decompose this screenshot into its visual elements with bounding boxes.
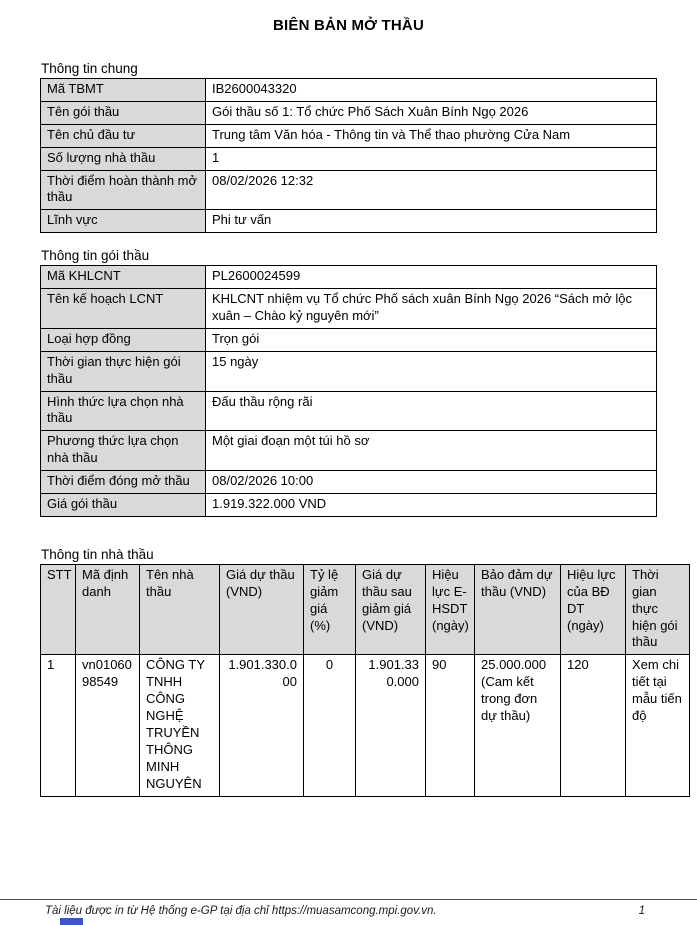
table-cell: 1.901.330.000: [356, 655, 426, 796]
row-label: Hình thức lựa chọn nhà thầu: [41, 391, 206, 431]
column-header: Thời gian thực hiện gói thầu: [626, 564, 690, 654]
table-cell: 1: [41, 655, 76, 796]
row-label: Phương thức lựa chọn nhà thầu: [41, 431, 206, 471]
table-row: [41, 210, 657, 233]
row-label: Giá gói thầu: [41, 494, 206, 517]
bottom-edge-artifact: [60, 918, 83, 925]
table-row: [41, 391, 657, 431]
table-row: [41, 101, 657, 124]
table-cell: vn0106098549: [76, 655, 140, 796]
column-header: Mã định danh: [76, 564, 140, 654]
row-value: 08/02/2026 12:32: [206, 170, 657, 210]
table-row: [41, 147, 657, 170]
row-label: Thời điểm hoàn thành mở thầu: [41, 170, 206, 210]
row-value: Trung tâm Văn hóa - Thông tin và Thể thao phường Cửa Nam: [206, 124, 657, 147]
row-value: Một giai đoạn một túi hồ sơ: [206, 431, 657, 471]
row-value: 1: [206, 147, 657, 170]
table-cell: 1.901.330.000: [220, 655, 304, 796]
column-header: Tên nhà thầu: [140, 564, 220, 654]
document-body: [0, 61, 697, 797]
section-heading-contractors: Thông tin nhà thầu: [41, 546, 154, 562]
table-cell: 0: [304, 655, 356, 796]
table-row: [41, 471, 657, 494]
column-header: Hiệu lực E-HSDT (ngày): [426, 564, 475, 654]
table-cell: 90: [426, 655, 475, 796]
row-label: Mã TBMT: [41, 79, 206, 102]
table-row: [41, 266, 657, 289]
table-row: [41, 328, 657, 351]
row-label: Thời điểm đóng mở thầu: [41, 471, 206, 494]
table-cell: Xem chi tiết tại mẫu tiến độ: [626, 655, 690, 796]
contractors-table: [40, 564, 690, 797]
row-value: 1.919.322.000 VND: [206, 494, 657, 517]
header-row: [41, 564, 690, 654]
row-label: Loại hợp đồng: [41, 328, 206, 351]
row-label: Số lượng nhà thầu: [41, 147, 206, 170]
column-header: Hiệu lực của BĐ DT (ngày): [561, 564, 626, 654]
row-label: Tên kế hoạch LCNT: [41, 289, 206, 329]
table-row: [41, 170, 657, 210]
row-label: Mã KHLCNT: [41, 266, 206, 289]
table-row: [41, 79, 657, 102]
document-title: BIÊN BẢN MỞ THẦU: [273, 17, 424, 34]
row-value: KHLCNT nhiệm vụ Tổ chức Phố sách xuân Bính Ngọ 2026 “Sách mở lộc xuân – Chào kỷ nguyên mới”: [206, 289, 657, 329]
table-cell: 25.000.000 (Cam kết trong đơn dự thầu): [475, 655, 561, 796]
row-value: PL2600024599: [206, 266, 657, 289]
footer-page-number: 1: [638, 905, 645, 917]
row-label: Lĩnh vực: [41, 210, 206, 233]
table-row: [41, 124, 657, 147]
table-row: [41, 655, 690, 796]
table-row: [41, 351, 657, 391]
column-header: Bảo đảm dự thầu (VND): [475, 564, 561, 654]
page-footer: [0, 899, 697, 917]
table-row: [41, 494, 657, 517]
table-cell: CÔNG TY TNHH CÔNG NGHỆ TRUYỀN THÔNG MINH NGUYÊN: [140, 655, 220, 796]
footer-note: Tài liệu được in từ Hệ thống e-GP tại địa chỉ https://muasamcong.mpi.gov.vn.: [45, 905, 437, 917]
column-header: Giá dự thầu (VND): [220, 564, 304, 654]
row-value: Đấu thầu rộng rãi: [206, 391, 657, 431]
row-value: IB2600043320: [206, 79, 657, 102]
column-header: Giá dự thầu sau giảm giá (VND): [356, 564, 426, 654]
row-value: Gói thầu số 1: Tổ chức Phố Sách Xuân Bính Ngọ 2026: [206, 101, 657, 124]
table-row: [41, 289, 657, 329]
row-label: Thời gian thực hiện gói thầu: [41, 351, 206, 391]
section-heading-package: Thông tin gói thầu: [41, 248, 150, 264]
column-header: STT: [41, 564, 76, 654]
table-cell: 120: [561, 655, 626, 796]
row-label: Tên gói thầu: [41, 101, 206, 124]
column-header: Tỷ lệ giảm giá (%): [304, 564, 356, 654]
table-row: [41, 431, 657, 471]
row-value: Phi tư vấn: [206, 210, 657, 233]
package-info-table: [40, 265, 657, 517]
section-heading-general: Thông tin chung: [41, 61, 138, 76]
row-value: 08/02/2026 10:00: [206, 471, 657, 494]
row-value: Trọn gói: [206, 328, 657, 351]
row-label: Tên chủ đầu tư: [41, 124, 206, 147]
row-value: 15 ngày: [206, 351, 657, 391]
general-info-table: [40, 78, 657, 233]
